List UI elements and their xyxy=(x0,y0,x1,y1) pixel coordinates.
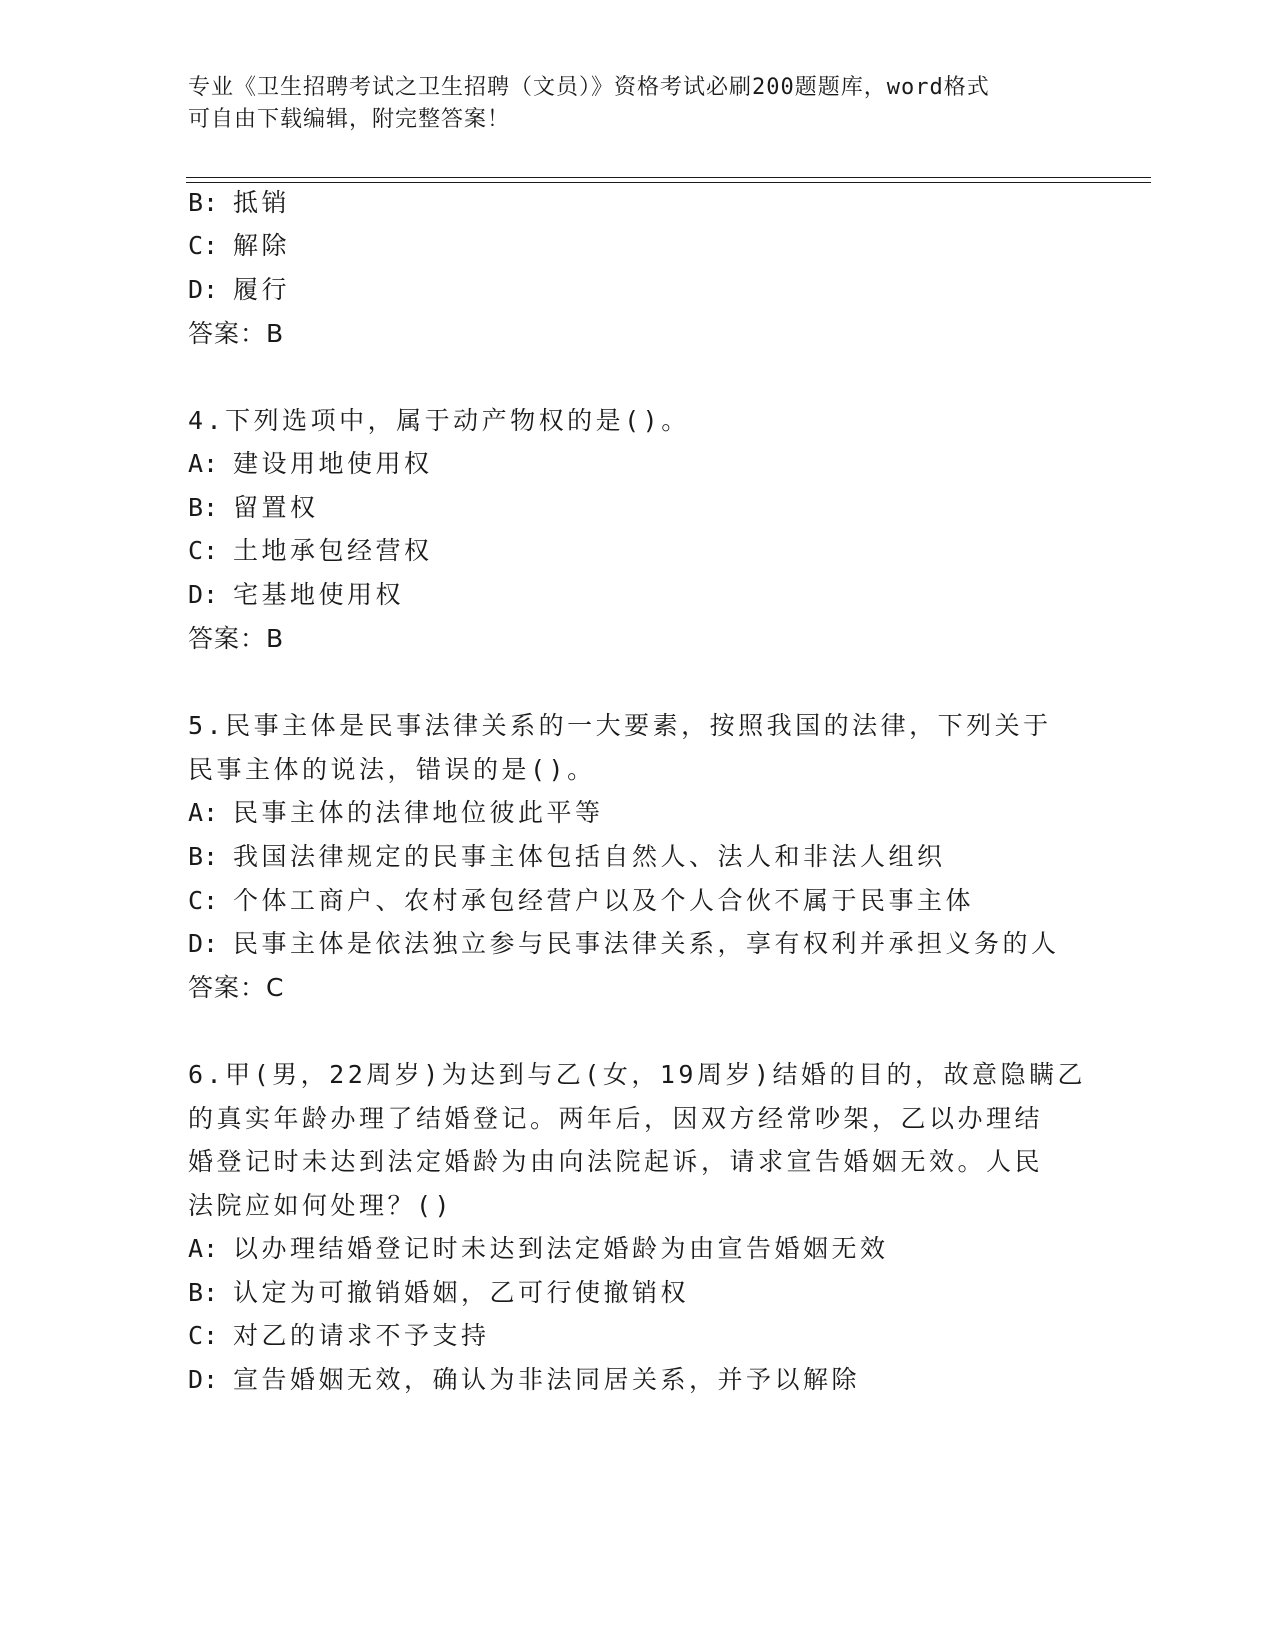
header-line-1: 专业《卫生招聘考试之卫生招聘（文员）》资格考试必刷200题题库，word格式 xyxy=(188,75,990,100)
option-text: 以办理结婚登记时未达到法定婚龄为由宣告婚姻无效 xyxy=(233,1234,889,1263)
q3-option-c xyxy=(188,231,290,261)
option-text: 民事主体是依法独立参与民事法律关系，享有权利并承担义务的人 xyxy=(233,929,1060,958)
q5-option-a xyxy=(188,798,604,828)
q6-stem-line-1: 6.甲(男，22周岁)为达到与乙(女，19周岁)结婚的目的，故意隐瞒乙 xyxy=(188,1060,1087,1089)
option-text: 解除 xyxy=(233,231,291,260)
option-label: D: xyxy=(188,1365,219,1394)
q5-answer: 答案：C xyxy=(188,973,285,1002)
q4-option-a xyxy=(188,449,433,479)
option-text: 认定为可撤销婚姻，乙可行使撤销权 xyxy=(233,1278,690,1307)
q4-option-b xyxy=(188,493,319,523)
option-label: A: xyxy=(188,1234,219,1263)
option-label: A: xyxy=(188,798,219,827)
option-text: 留置权 xyxy=(233,493,319,522)
q3-option-b xyxy=(188,188,290,218)
header-divider-top xyxy=(186,177,1151,178)
option-label: B: xyxy=(188,1278,219,1307)
document-header xyxy=(188,72,1088,136)
q3-option-d xyxy=(188,275,290,305)
option-text: 民事主体的法律地位彼此平等 xyxy=(233,798,604,827)
q3-answer: 答案：B xyxy=(188,319,285,348)
option-text: 宅基地使用权 xyxy=(233,580,405,609)
option-label: D: xyxy=(188,929,219,958)
q6-stem-line-3: 婚登记时未达到法定婚龄为由向法院起诉，请求宣告婚姻无效。人民 xyxy=(188,1147,1044,1176)
option-text: 宣告婚姻无效，确认为非法同居关系，并予以解除 xyxy=(233,1365,861,1394)
option-label: C: xyxy=(188,1321,219,1350)
option-label: A: xyxy=(188,449,219,478)
header-divider-bottom xyxy=(186,182,1151,183)
option-text: 抵销 xyxy=(233,188,291,217)
option-label: D: xyxy=(188,580,219,609)
q5-option-d xyxy=(188,929,1060,959)
option-label: C: xyxy=(188,536,219,565)
header-line-2: 可自由下载编辑，附完整答案！ xyxy=(188,107,511,132)
q4-option-c xyxy=(188,536,433,566)
q4-option-d xyxy=(188,580,404,610)
option-text: 我国法律规定的民事主体包括自然人、法人和非法人组织 xyxy=(233,842,946,871)
q6-stem-line-2: 的真实年龄办理了结婚登记。两年后，因双方经常吵架，乙以办理结 xyxy=(188,1104,1044,1133)
option-text: 个体工商户、农村承包经营户以及个人合伙不属于民事主体 xyxy=(233,886,975,915)
option-text: 履行 xyxy=(233,275,291,304)
option-label: B: xyxy=(188,842,219,871)
q6-option-d xyxy=(188,1365,860,1395)
q6-option-a xyxy=(188,1234,889,1264)
option-text: 土地承包经营权 xyxy=(233,536,433,565)
option-label: B: xyxy=(188,188,219,217)
option-text: 建设用地使用权 xyxy=(233,449,433,478)
q5-option-b xyxy=(188,842,946,872)
q6-option-c xyxy=(188,1321,490,1351)
q6-stem-line-4: 法院应如何处理？() xyxy=(188,1191,454,1220)
q4-answer: 答案：B xyxy=(188,624,285,653)
q6-option-b xyxy=(188,1278,689,1308)
option-text: 对乙的请求不予支持 xyxy=(233,1321,490,1350)
option-label: C: xyxy=(188,231,219,260)
q4-stem: 4.下列选项中，属于动产物权的是()。 xyxy=(188,406,690,435)
option-label: C: xyxy=(188,886,219,915)
q5-option-c xyxy=(188,886,974,916)
option-label: D: xyxy=(188,275,219,304)
q5-stem-line-2: 民事主体的说法，错误的是()。 xyxy=(188,755,596,784)
option-label: B: xyxy=(188,493,219,522)
q5-stem-line-1: 5.民事主体是民事法律关系的一大要素，按照我国的法律，下列关于 xyxy=(188,711,1052,740)
